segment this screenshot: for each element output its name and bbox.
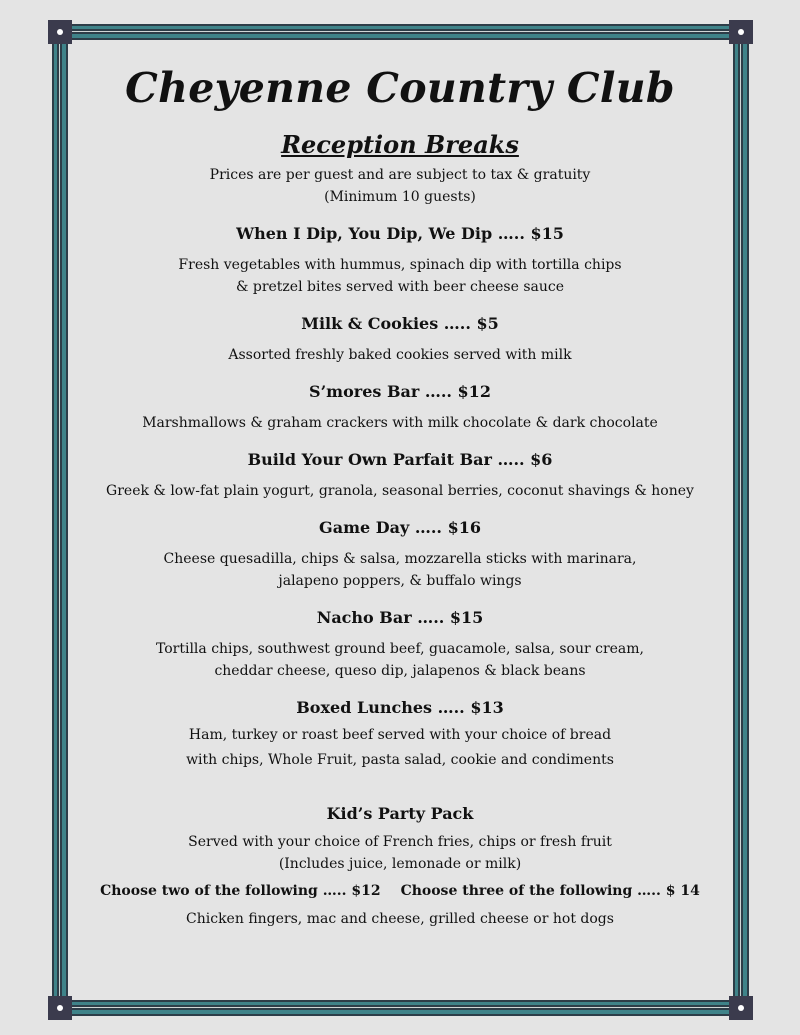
menu-item xyxy=(70,449,730,502)
menu-item xyxy=(70,607,730,682)
frame-corner-bottom-right xyxy=(729,996,753,1020)
description-line: (Includes juice, lemonade or milk) xyxy=(278,856,522,872)
menu-item-description xyxy=(70,723,730,773)
menu-item-heading: S’mores Bar ….. $12 xyxy=(309,382,491,401)
description-line: Assorted freshly baked cookies served with milk xyxy=(228,347,572,363)
menu-item-description xyxy=(70,344,730,366)
description-line: Ham, turkey or roast beef served with your choice of bread xyxy=(188,727,612,743)
menu-item-heading: Boxed Lunches ….. $13 xyxy=(296,698,504,717)
description-line: Greek & low-fat plain yogurt, granola, seasonal berries, coconut shavings & honey xyxy=(106,483,694,499)
description-line: Tortilla chips, southwest ground beef, guacamole, salsa, sour cream, xyxy=(155,641,645,657)
description-line: jalapeno poppers, & buffalo wings xyxy=(278,573,522,589)
choose-two-price: Choose two of the following ….. $12 xyxy=(100,883,381,899)
menu-item-heading: Milk & Cookies ….. $5 xyxy=(301,314,499,333)
menu-item-description xyxy=(70,412,730,434)
menu-item-heading: Build Your Own Parfait Bar ….. $6 xyxy=(247,450,553,469)
description-line: cheddar cheese, queso dip, jalapenos & black beans xyxy=(214,663,586,679)
menu-item-description xyxy=(70,254,730,298)
description-line: with chips, Whole Fruit, pasta salad, cookie and condiments xyxy=(186,752,614,768)
frame-bottom-border xyxy=(50,1000,750,1016)
menu-item xyxy=(70,381,730,434)
menu-item xyxy=(70,223,730,298)
minimum-guests-note: (Minimum 10 guests) xyxy=(324,189,476,205)
menu-item-heading: Game Day ….. $16 xyxy=(319,518,481,537)
menu-content xyxy=(70,44,730,930)
kids-pack-heading: Kid’s Party Pack xyxy=(326,804,474,823)
menu-item-heading: When I Dip, You Dip, We Dip ….. $15 xyxy=(236,224,564,243)
description-line: & pretzel bites served with beer cheese sauce xyxy=(235,279,565,295)
section-title: Reception Breaks xyxy=(281,130,519,159)
menu-item-description xyxy=(70,548,730,592)
frame-top-border xyxy=(50,24,750,40)
club-title: Cheyenne Country Club xyxy=(125,64,675,112)
frame-corner-top-right xyxy=(729,20,753,44)
frame-corner-bottom-left xyxy=(48,996,72,1020)
description-line: Served with your choice of French fries, chips or fresh fruit xyxy=(188,834,612,850)
choose-three-price: Choose three of the following ….. $ 14 xyxy=(400,883,700,899)
menu-item xyxy=(70,313,730,366)
description-line: Cheese quesadilla, chips & salsa, mozzarella sticks with marinara, xyxy=(163,551,637,567)
kids-party-pack xyxy=(70,803,730,930)
frame-left-border xyxy=(52,26,68,1016)
menu-item-description xyxy=(70,480,730,502)
menu-item xyxy=(70,697,730,773)
frame-right-border xyxy=(733,26,749,1016)
description-line: Marshmallows & graham crackers with milk chocolate & dark chocolate xyxy=(142,415,658,431)
frame-corner-top-left xyxy=(48,20,72,44)
menu-item-heading: Nacho Bar ….. $15 xyxy=(316,608,484,627)
kids-pack-options: Chicken fingers, mac and cheese, grilled cheese or hot dogs xyxy=(186,911,614,927)
description-line: Fresh vegetables with hummus, spinach dip with tortilla chips xyxy=(178,257,622,273)
menu-item-description xyxy=(70,638,730,682)
menu-item xyxy=(70,517,730,592)
kids-pack-description xyxy=(70,831,730,875)
pricing-note-line: Prices are per guest and are subject to tax & gratuity xyxy=(209,167,591,183)
pricing-note xyxy=(70,164,730,208)
kids-pack-pricing xyxy=(70,880,730,902)
